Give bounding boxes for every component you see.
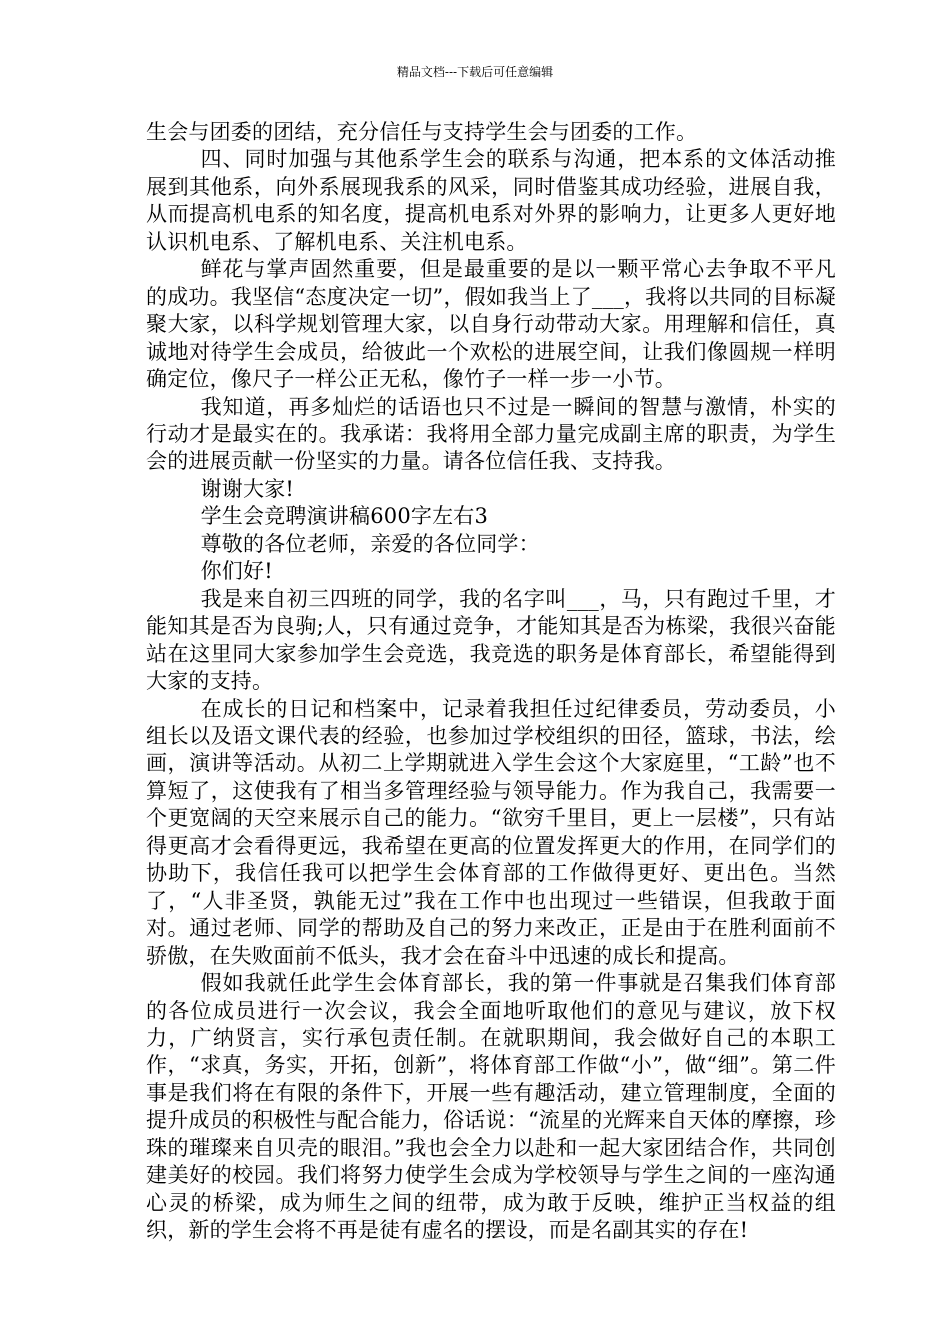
paragraph: 我是来自初三四班的同学，我的名字叫___，马，只有跑过千里，才能知其是否为良驹;人，只有通过竞争，才能知其是否为栋梁，我很兴奋能站在这里同大家参加学生会竞选，我竞选的职务是体育部长，希望能得到大家的支持。 bbox=[146, 586, 836, 694]
paragraph: 在成长的日记和档案中，记录着我担任过纪律委员，劳动委员，小组长以及语文课代表的经验，也参加过学校组织的田径，篮球，书法，绘画，演讲等活动。从初二上学期就进入学生会这个大家庭里，“工龄”也不算短了，这使我有了相当多管理经验与领导能力。作为我自己，我需要一个更宽阔的天空来展示自己的能力。“欲穷千里目，更上一层楼”，只有站得更高才会看得更远，我希望在更高的位置发挥更大的作用，在同学们的协助下，我信任我可以把学生会体育部的工作做得更好、更出色。当然了，“人非圣贤，孰能无过”我在工作中也出现过一些错误，但我敢于面对。通过老师、同学的帮助及自己的努力来改正，正是由于在胜利面前不骄傲，在失败面前不低头，我才会在奋斗中迅速的成长和提高。 bbox=[146, 696, 836, 968]
paragraph: 鲜花与掌声固然重要，但是最重要的是以一颗平常心去争取不平凡的成功。我坚信“态度决定一切”，假如我当上了___，我将以共同的目标凝聚大家，以科学规划管理大家，以自身行动带动大家。用理解和信任，真诚地对待学生会成员，给彼此一个欢松的进展空间，让我们像圆规一样明确定位，像尺子一样公正无私，像竹子一样一步一小节。 bbox=[146, 257, 836, 392]
paragraph: 四、同时加强与其他系学生会的联系与沟通，把本系的文体活动推展到其他系，向外系展现我系的风采，同时借鉴其成功经验，进展自我，从而提高机电系的知名度，提高机电系对外界的影响力，让更多人更好地认识机电系、了解机电系、关注机电系。 bbox=[146, 147, 836, 254]
paragraph: 生会与团委的团结，充分信任与支持学生会与团委的工作。 bbox=[146, 120, 698, 144]
paragraph: 我知道，再多灿烂的话语也只不过是一瞬间的智慧与激情，朴实的行动才是最实在的。我承诺：我将用全部力量完成副主席的职责，为学生会的进展贡献一份坚实的力量。请各位信任我、支持我。 bbox=[146, 394, 836, 474]
paragraph: 假如我就任此学生会体育部长，我的第一件事就是召集我们体育部的各位成员进行一次会议，我会全面地听取他们的意见与建议，放下权力，广纳贤言，实行承包责任制。在就职期间，我会做好自己的本职工作，“求真，务实，开拓，创新”，将体育部工作做“小”，做“细”。第二件事是我们将在有限的条件下，开展一些有趣活动，建立管理制度，全面的提升成员的积极性与配合能力，俗话说：“流星的光辉来自天体的摩擦，珍珠的璀璨来自贝壳的眼泪。”我也会全力以赴和一起大家团结合作，共同创建美好的校园。我们将努力使学生会成为学校领导与学生之间的一座沟通心灵的桥梁，成为师生之间的纽带，成为敢于反映，维护正当权益的组织，新的学生会将不再是徒有虚名的摆设，而是名副其实的存在! bbox=[146, 971, 836, 1243]
greeting: 你们好! bbox=[200, 559, 273, 584]
salutation: 尊敬的各位老师，亲爱的各位同学： bbox=[200, 531, 540, 556]
page-header: 精品文档---下载后可任意编辑 bbox=[396, 65, 554, 79]
closing-thanks: 谢谢大家! bbox=[200, 476, 295, 501]
section-title: 学生会竞聘演讲稿600字左右3 bbox=[200, 504, 489, 529]
document-body bbox=[146, 119, 836, 1245]
